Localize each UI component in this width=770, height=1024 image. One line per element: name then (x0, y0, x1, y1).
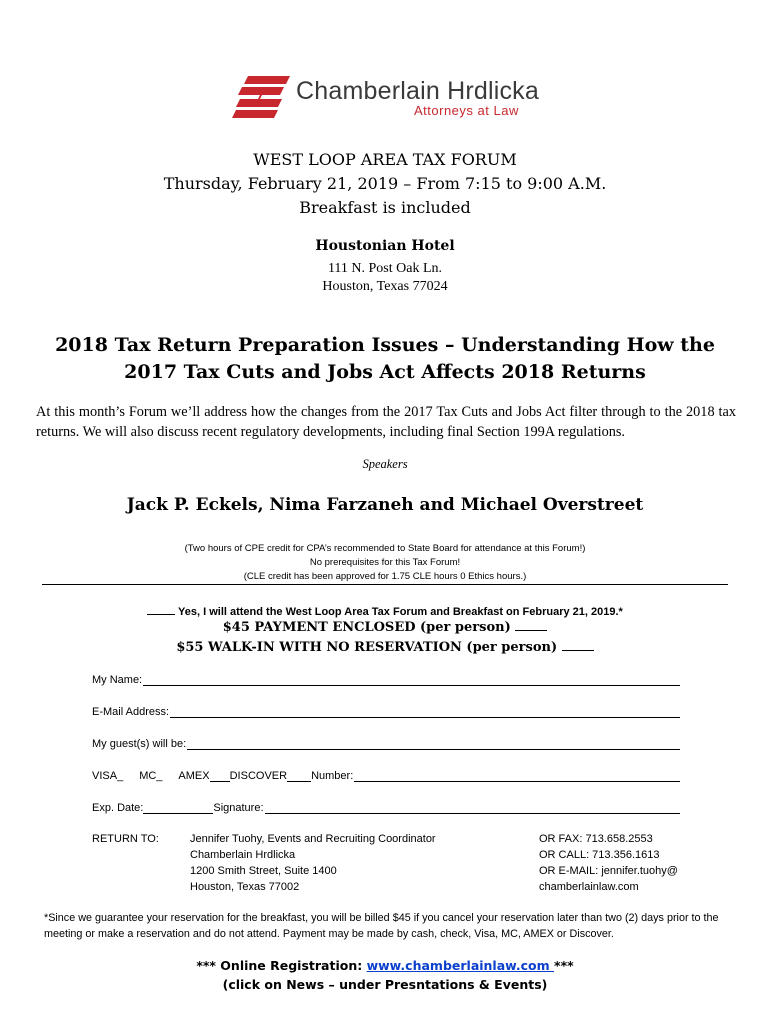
event-date-time: Thursday, February 21, 2019 – From 7:15 to 9:00 A.M. (163, 174, 607, 193)
guest-label: My guest(s) will be: (92, 738, 187, 750)
mc-option[interactable]: MC_ (139, 770, 163, 782)
return-to-label: RETURN TO: (92, 833, 159, 845)
click-note: (click on News – under Presntations & Events) (222, 977, 548, 992)
email-address-line2: chamberlainlaw.com (539, 881, 639, 893)
guest-field[interactable] (92, 738, 680, 750)
forum-title: WEST LOOP AREA TAX FORUM (253, 150, 517, 169)
speakers-names: Jack P. Eckels, Nima Farzaneh and Michael Overstreet (126, 495, 644, 515)
email-line[interactable] (170, 707, 680, 718)
return-to-options (539, 831, 678, 895)
price-walkin-line (0, 638, 770, 658)
call-number: OR CALL: 713.356.1613 (539, 849, 660, 861)
intro-paragraph: At this month’s Forum we’ll address how the changes from the 2017 Tax Cuts and Jobs Act filter through to the 2018 tax returns. We will also discuss recent regulatory developments, including final Section 199A regulations. (36, 404, 736, 440)
speakers-label: Speakers (362, 457, 408, 471)
discover-blank[interactable] (287, 771, 311, 782)
venue-name: Houstonian Hotel (315, 238, 455, 254)
guest-line[interactable] (187, 739, 680, 750)
price-walkin-blank[interactable] (562, 639, 594, 651)
cpe-credit-note: (Two hours of CPE credit for CPA’s recommended to State Board for attendance at this Forum!) (184, 543, 586, 554)
venue-address-line1: 111 N. Post Oak Ln. (327, 261, 443, 276)
card-number-label: Number: (311, 770, 354, 782)
amex-blank[interactable] (210, 771, 230, 782)
price-enclosed-blank[interactable] (515, 619, 547, 631)
prerequisites-note: No prerequisites for this Tax Forum! (309, 557, 461, 568)
amex-option[interactable]: AMEX (178, 770, 210, 782)
email-label: E-Mail Address: (92, 706, 170, 718)
website-link[interactable]: www.chamberlainlaw.com (366, 958, 555, 973)
chamberlain-hrdlicka-logo-icon (232, 74, 292, 120)
fax-number: OR FAX: 713.658.2553 (539, 833, 653, 845)
return-contact-line1: Jennifer Tuohy, Events and Recruiting Coordinator (190, 833, 436, 845)
cle-credit-note: (CLE credit has been approved for 1.75 CLE hours 0 Ethics hours.) (243, 571, 527, 582)
signature-line[interactable] (265, 803, 680, 814)
exp-signature-field[interactable] (92, 802, 680, 814)
divider (42, 584, 728, 585)
price-walkin-text: $55 WALK-IN WITH NO RESERVATION (per person) (176, 640, 558, 655)
price-enclosed-line (0, 618, 770, 638)
online-prefix: *** Online Registration: (196, 958, 367, 973)
return-to-contact (190, 831, 436, 895)
cancellation-note: *Since we guarantee your reservation for the breakfast, you will be billed $45 if you cancel your reservation later than two (2) days prior to the meeting or make a reservation and do not attend. Payment may be made by cash, check, Visa, MC, AMEX or Discover. (44, 912, 719, 940)
signature-label: Signature: (213, 802, 264, 814)
topic-title-line2: 2017 Tax Cuts and Jobs Act Affects 2018 Returns (124, 361, 646, 383)
attend-text: Yes, I will attend the West Loop Area Tax Forum and Breakfast on February 21, 2019.* (178, 606, 623, 618)
venue-address-line2: Houston, Texas 77024 (322, 279, 448, 294)
online-registration (0, 956, 770, 975)
return-contact-line2: Chamberlain Hrdlicka (190, 849, 296, 861)
card-field[interactable] (92, 770, 680, 782)
return-contact-line3: 1200 Smith Street, Suite 1400 (190, 865, 337, 877)
exp-date-label: Exp. Date: (92, 802, 144, 814)
card-number-line[interactable] (354, 771, 680, 782)
name-line[interactable] (143, 675, 680, 686)
online-suffix: *** (554, 958, 574, 973)
logo-subtitle: Attorneys at Law (414, 103, 519, 118)
visa-option[interactable]: VISA_ (92, 770, 124, 782)
attend-checkbox-blank[interactable] (147, 603, 175, 615)
exp-date-line[interactable] (143, 803, 213, 814)
email-field[interactable] (92, 706, 680, 718)
logo-name: Chamberlain Hrdlicka (296, 77, 539, 105)
name-field[interactable] (92, 674, 680, 686)
breakfast-note: Breakfast is included (299, 198, 471, 217)
email-address-line1: OR E-MAIL: jennifer.tuohy@ (539, 865, 678, 877)
price-enclosed-text: $45 PAYMENT ENCLOSED (per person) (222, 620, 511, 635)
return-contact-line4: Houston, Texas 77002 (190, 881, 300, 893)
attend-line (0, 603, 770, 618)
topic-title-line1: 2018 Tax Return Preparation Issues – Understanding How the (55, 334, 715, 356)
discover-option[interactable]: DISCOVER (229, 770, 288, 782)
name-label: My Name: (92, 674, 143, 686)
